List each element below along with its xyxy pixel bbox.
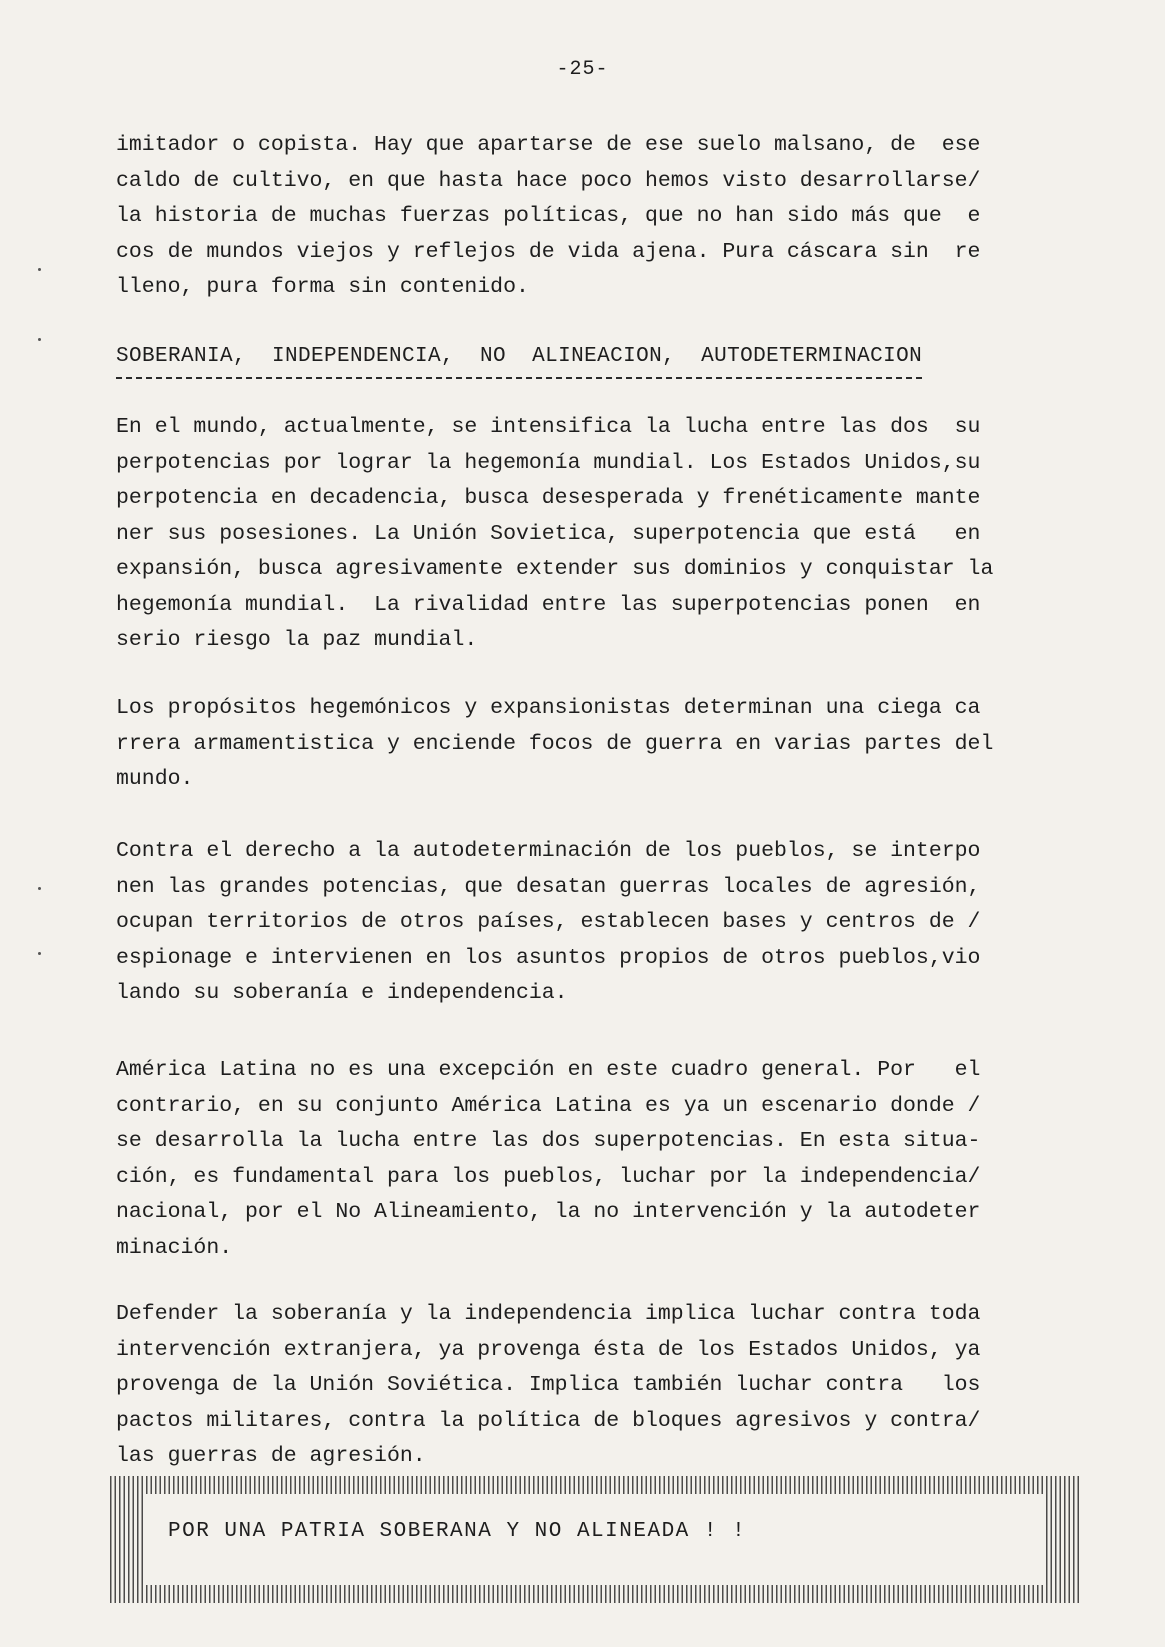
paragraph-4	[116, 834, 1096, 1012]
text-line: nen las grandes potencias, que desatan guerras locales de agresión,	[116, 874, 981, 899]
paragraph-6	[116, 1297, 1096, 1475]
text-line: En el mundo, actualmente, se intensifica la lucha entre las dos su	[116, 415, 981, 439]
paragraph-5	[116, 1053, 1096, 1266]
margin-mark	[38, 268, 41, 271]
banner-border-right	[1046, 1494, 1080, 1585]
text-line: perpotencia en decadencia, busca desesperada y frenéticamente mante	[116, 486, 981, 510]
text-line: serio riesgo la paz mundial.	[116, 628, 478, 652]
text-line: caldo de cultivo, en que hasta hace poco hemos visto desarrollarse/	[116, 168, 981, 193]
section-heading: SOBERANIA, INDEPENDENCIA, NO ALINEACION, AUTODETERMINACION	[116, 339, 922, 379]
text-line: pactos militares, contra la política de bloques agresivos y contra/	[116, 1408, 981, 1433]
margin-mark	[38, 952, 41, 955]
section-heading-block	[116, 339, 1096, 379]
slogan-banner	[110, 1476, 1080, 1603]
text-line: imitador o copista. Hay que apartarse de ese suelo malsano, de ese	[116, 133, 981, 157]
text-line: hegemonía mundial. La rivalidad entre las superpotencias ponen en	[116, 592, 981, 617]
text-line: espionage e intervienen en los asuntos propios de otros pueblos,vio	[116, 945, 981, 970]
text-line: nacional, por el No Alineamiento, la no intervención y la autodeter	[116, 1200, 981, 1224]
text-line: perpotencias por lograr la hegemonía mundial. Los Estados Unidos,su	[116, 450, 981, 475]
margin-mark	[38, 887, 41, 890]
paragraph-1	[116, 128, 1096, 306]
page-number: -25-	[556, 58, 609, 81]
text-line: ocupan territorios de otros países, establecen bases y centros de /	[116, 910, 981, 934]
text-line: cos de mundos viejos y reflejos de vida ajena. Pura cáscara sin re	[116, 239, 981, 264]
paragraph-3	[116, 691, 1096, 798]
slogan-text: POR UNA PATRIA SOBERANA Y NO ALINEADA ! !	[168, 1520, 747, 1543]
banner-border-left	[110, 1494, 144, 1585]
text-line: provenga de la Unión Soviética. Implica también luchar contra los	[116, 1373, 981, 1397]
banner-border-top	[110, 1476, 1080, 1494]
margin-mark	[38, 338, 41, 341]
text-line: intervención extranjera, ya provenga ésta de los Estados Unidos, ya	[116, 1337, 981, 1362]
text-line: lando su soberanía e independencia.	[116, 981, 568, 1005]
text-line: minación.	[116, 1235, 233, 1260]
paragraph-2	[116, 410, 1096, 659]
text-line: lleno, pura forma sin contenido.	[116, 275, 529, 299]
text-line: expansión, busca agresivamente extender sus dominios y conquistar la	[116, 557, 994, 581]
text-line: Los propósitos hegemónicos y expansionistas determinan una ciega ca	[116, 696, 981, 720]
text-line: Contra el derecho a la autodeterminación de los pueblos, se interpo	[116, 839, 981, 863]
text-line: mundo.	[116, 767, 194, 791]
text-line: Defender la soberanía y la independencia implica luchar contra toda	[116, 1302, 981, 1326]
text-line: contrario, en su conjunto América Latina es ya un escenario donde /	[116, 1093, 981, 1118]
text-line: la historia de muchas fuerzas políticas, que no han sido más que e	[116, 204, 981, 228]
text-line: rrera armamentistica y enciende focos de guerra en varias partes del	[116, 731, 994, 756]
text-line: ción, es fundamental para los pueblos, luchar por la independencia/	[116, 1164, 981, 1189]
banner-border-bottom	[110, 1585, 1080, 1603]
text-line: se desarrolla la lucha entre las dos superpotencias. En esta situa-	[116, 1129, 981, 1153]
text-line: las guerras de agresión.	[116, 1444, 426, 1468]
text-line: ner sus posesiones. La Unión Sovietica, superpotencia que está en	[116, 521, 981, 546]
text-line: América Latina no es una excepción en este cuadro general. Por el	[116, 1058, 981, 1082]
